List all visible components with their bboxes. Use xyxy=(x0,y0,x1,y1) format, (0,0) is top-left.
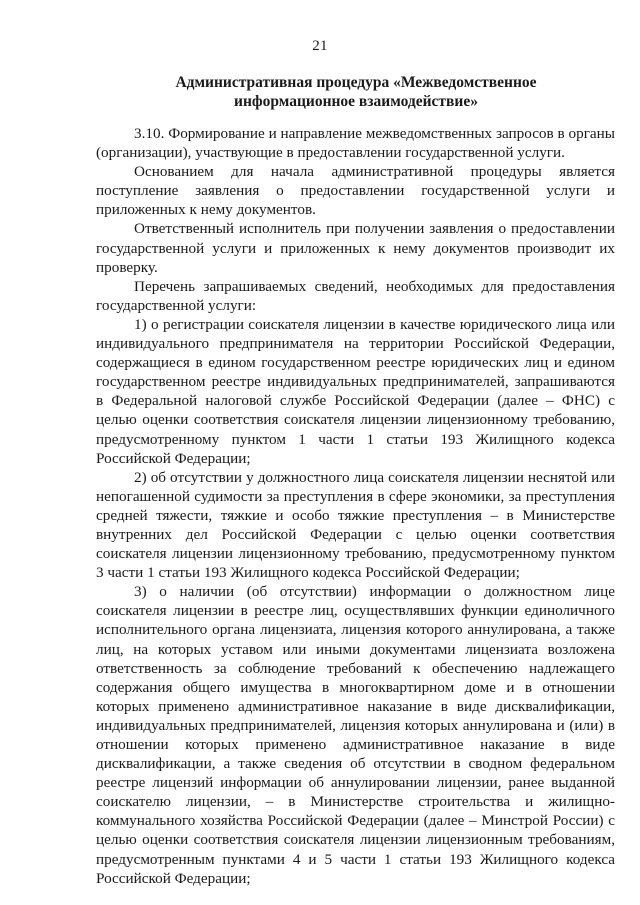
page-number: 21 xyxy=(312,38,328,54)
paragraph-requested-info-list: Перечень запрашиваемых сведений, необходимых для предоставления государственной услуги: xyxy=(96,277,615,314)
paragraph-basis: Основанием для начала административной процедуры является поступление заявления о предоставлении государственной услуги и приложенных к нему документов. xyxy=(96,163,615,219)
paragraph-responsible-executor: Ответственный исполнитель при получении заявления о предоставлении государственной услуги и приложенных к нему документов производит их проверку. xyxy=(96,220,615,276)
section-heading xyxy=(96,73,616,111)
list-item-2: 2) об отсутствии у должностного лица соискателя лицензии неснятой или непогашенной судимости за преступления в сфере экономики, за преступления средней тяжести, тяжкие и особо тяжкие преступления – в Министерстве внутренних дел Российской Федерации с целью оценки соответствия соискателя лицензии лицензионному требованию, предусмотренному пунктом 3 части 1 статьи 193 Жилищного кодекса Российской Федерации; xyxy=(96,468,615,582)
list-item-1: 1) о регистрации соискателя лицензии в качестве юридического лица или индивидуального предпринимателя на территории Российской Федерации, содержащиеся в едином государственном реестре юридических лиц и едином государственном реестре индивидуальных предпринимателей, запрашиваются в Федеральной налоговой службе Российской Федерации (далее – ФНС) с целью оценки соответствия соискателя лицензии лицензионному требованию, предусмотренному пунктом 1 части 1 статьи 193 Жилищного кодекса Российской Федерации; xyxy=(96,315,615,467)
document-body xyxy=(96,124,615,888)
section-heading-line-1: Административная процедура «Межведомственное xyxy=(175,74,537,91)
paragraph-3-10: 3.10. Формирование и направление межведомственных запросов в органы (организации), участвующие в предоставлении государственной услуги. xyxy=(96,125,615,162)
section-heading-line-2: информационное взаимодействие» xyxy=(234,93,478,110)
list-item-3: 3) о наличии (об отсутствии) информации о должностном лице соискателя лицензии в реестре лиц, осуществлявших функции единоличного исполнительного органа лицензиата, лицензия которого аннулирована, а также лиц, на которых уставом или иными документами лицензиата возложена ответственность за соблюдение требований к обеспечению надлежащего содержания общего имущества в многоквартирном доме и в отношении которых применено административное наказание в виде дисквалификации, индивидуальных предпринимателей, лицензия которых аннулирована и (или) в отношении которых применено административное наказание в виде дисквалификации, а также сведения об отсутствии в сводном федеральном реестре лицензий информации об аннулировании лицензии, ранее выданной соискателю лицензии, – в Министерстве строительства и жилищно-коммунального хозяйства Российской Федерации (далее – Минстрой России) с целью оценки соответствия соискателя лицензии лицензионным требованиям, предусмотренным пунктами 4 и 5 части 1 статьи 193 Жилищного кодекса Российской Федерации; xyxy=(96,583,615,887)
